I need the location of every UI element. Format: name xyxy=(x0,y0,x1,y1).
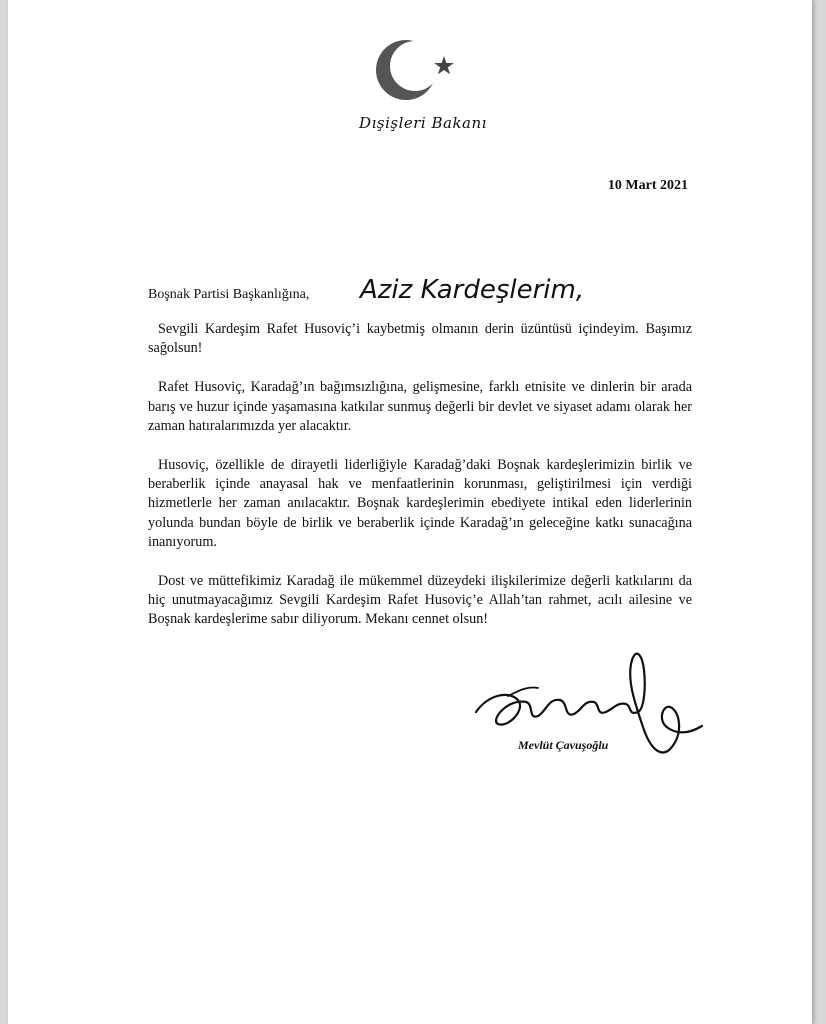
letter-date: 10 Mart 2021 xyxy=(607,178,688,193)
paragraph: Rafet Husoviç, Karadağ’ın bağımsızlığına, gelişmesine, farklı etnisite ve dinlerin bir arada barış ve huzur içinde yaşamasına katkılar sunmuş değerli bir devlet ve siyaset adamı olarak her zaman hatıralarımızda yer alacaktır. xyxy=(148,379,692,434)
ministry-title: Dışişleri Bakanı xyxy=(359,114,487,132)
letter-body xyxy=(148,320,692,650)
addressee: Boşnak Partisi Başkanlığına, xyxy=(148,287,310,302)
paragraph: Sevgili Kardeşim Rafet Husoviç’i kaybetmiş olmanın derin üzüntüsü içindeyim. Başımız sağolsun! xyxy=(148,321,692,357)
paragraph: Husoviç, özellikle de dirayetli liderliğiyle Karadağ’daki Boşnak kardeşlerimizin birlik ve beraberlik içinde anayasal hak ve menfaatlerinin korunması, geliştirilmesi için verdiği hizmetlerle her zaman anılacaktır. Boşnak kardeşlerimin ebediyete intikal eden liderlerinin yolunda bundan böyle de birlik ve beraberlik içinde Karadağ’ın geleceğine katkı sunacağına inanıyorum. xyxy=(148,457,692,550)
handwritten-salutation xyxy=(358,268,598,308)
handwritten-salutation-text: Aziz Kardeşlerim, xyxy=(360,275,585,305)
signer-name: Mevlüt Çavuşoğlu xyxy=(518,738,609,752)
crescent-star-icon xyxy=(372,36,462,106)
paragraph: Dost ve müttefikimiz Karadağ ile mükemmel düzeydeki ilişkilerimize değerli katkılarını da hiç unutmayacağımız Sevgili Kardeşim Rafet Husoviç’e Allah’tan rahmet, acılı ailesine ve Boşnak kardeşlerime sabır diliyorum. Mekanı cennet olsun! xyxy=(148,573,692,628)
letter-page xyxy=(8,0,812,1024)
